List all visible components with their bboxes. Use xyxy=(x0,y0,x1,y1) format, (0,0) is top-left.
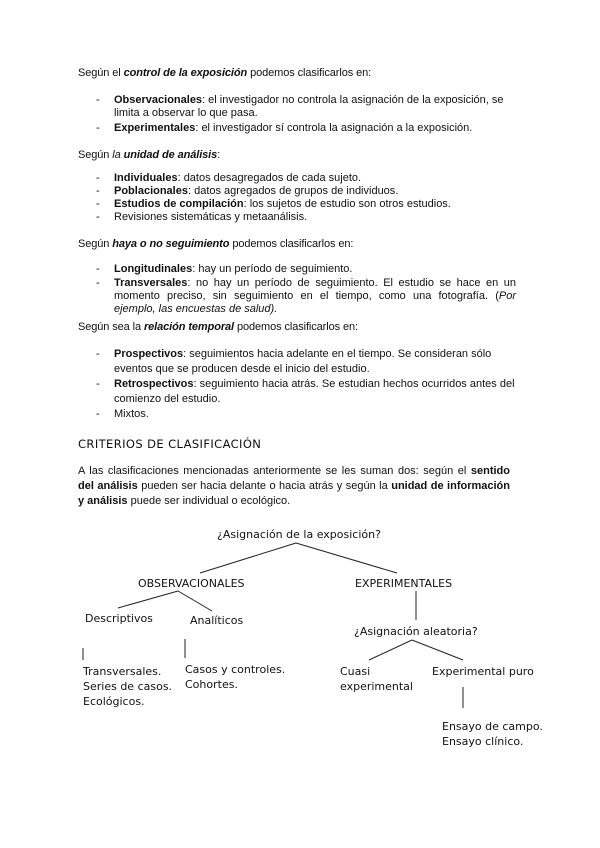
connector-obs-anal xyxy=(178,591,212,611)
list-item: Transversales. xyxy=(83,665,162,678)
diagram-analiticos-label: Analíticos xyxy=(190,614,244,627)
list-item: - Mixtos. xyxy=(96,408,149,420)
diagram-puro-list xyxy=(442,719,543,749)
diagram-descriptivos-list xyxy=(83,664,172,709)
list-item: Cohortes. xyxy=(185,678,238,691)
list-item: Casos y controles. xyxy=(185,663,286,676)
diagram-asignacion-aleatoria-label: ¿Asignación aleatoria? xyxy=(354,625,478,638)
diagram-experimental-puro-label: Experimental puro xyxy=(432,665,534,678)
diagram-root-label: ¿Asignación de la exposición? xyxy=(217,528,381,541)
diagram-experimentales-label: EXPERIMENTALES xyxy=(355,577,453,590)
connector-aleatoria-puro xyxy=(412,640,463,660)
list-item: Ensayo clínico. xyxy=(442,735,524,748)
list-item: - Observacionales: el investigador no controla la asignación de la exposición, se limita a observar lo que pasa. xyxy=(96,94,504,119)
exposure-intro: Según el control de la exposición podemos clasificarlos en: xyxy=(78,67,372,79)
connector-root-exp xyxy=(296,543,397,573)
diagram-cuasi-label: Cuasi experimental xyxy=(340,665,413,693)
list-item: - Poblacionales: datos agregados de grupos de individuos. xyxy=(96,185,399,197)
connector-root-obs xyxy=(200,543,296,573)
unit-intro: Según la unidad de análisis: xyxy=(78,149,221,161)
list-item: - Experimentales: el investigador sí controla la asignación a la exposición. xyxy=(96,122,473,134)
list-item: Ecológicos. xyxy=(83,695,145,708)
followup-intro: Según haya o no seguimiento podemos clasificarlos en: xyxy=(78,238,354,250)
connector-aleatoria-cuasi xyxy=(369,640,412,660)
diagram-descriptivos-label: Descriptivos xyxy=(85,612,153,625)
list-item: - Transversales: no hay un período de seguimiento. El estudio se hace en un momento preciso, sin seguimiento en el tiempo, como una fotografía. (Por ejemplo, las encuestas de salud). xyxy=(96,277,516,315)
list-item: - Longitudinales: hay un período de seguimiento. xyxy=(96,263,353,275)
diagram-observacionales-label: OBSERVACIONALES xyxy=(138,577,245,590)
list-item: Series de casos. xyxy=(83,680,173,693)
list-item: - Retrospectivos: seguimiento hacia atrás. Se estudian hechos ocurridos antes del comienzo del estudio. xyxy=(96,378,515,405)
temporal-intro: Según sea la relación temporal podemos clasificarlos en: xyxy=(78,321,358,333)
list-item: - Revisiones sistemáticas y metaanálisis. xyxy=(96,211,308,223)
connector-obs-desc xyxy=(118,591,178,608)
diagram-analiticos-list xyxy=(185,662,285,692)
criteria-paragraph: A las clasificaciones mencionadas anteriormente se les suman dos: según el sentido del análisis pueden ser hacia delante o hacia atrás y según la unidad de información y análisis puede ser individual o ecológico. xyxy=(78,465,511,507)
list-item: - Individuales: datos desagregados de cada sujeto. xyxy=(96,172,362,184)
list-item: - Prospectivos: seguimientos hacia adelante en el tiempo. Se consideran sólo eventos que se producen desde el inicio del estudio. xyxy=(96,348,492,375)
section-heading: CRITERIOS DE CLASIFICACIÓN xyxy=(78,437,262,451)
list-item: Ensayo de campo. xyxy=(442,720,543,733)
list-item: - Estudios de compilación: los sujetos de estudio son otros estudios. xyxy=(96,198,451,210)
